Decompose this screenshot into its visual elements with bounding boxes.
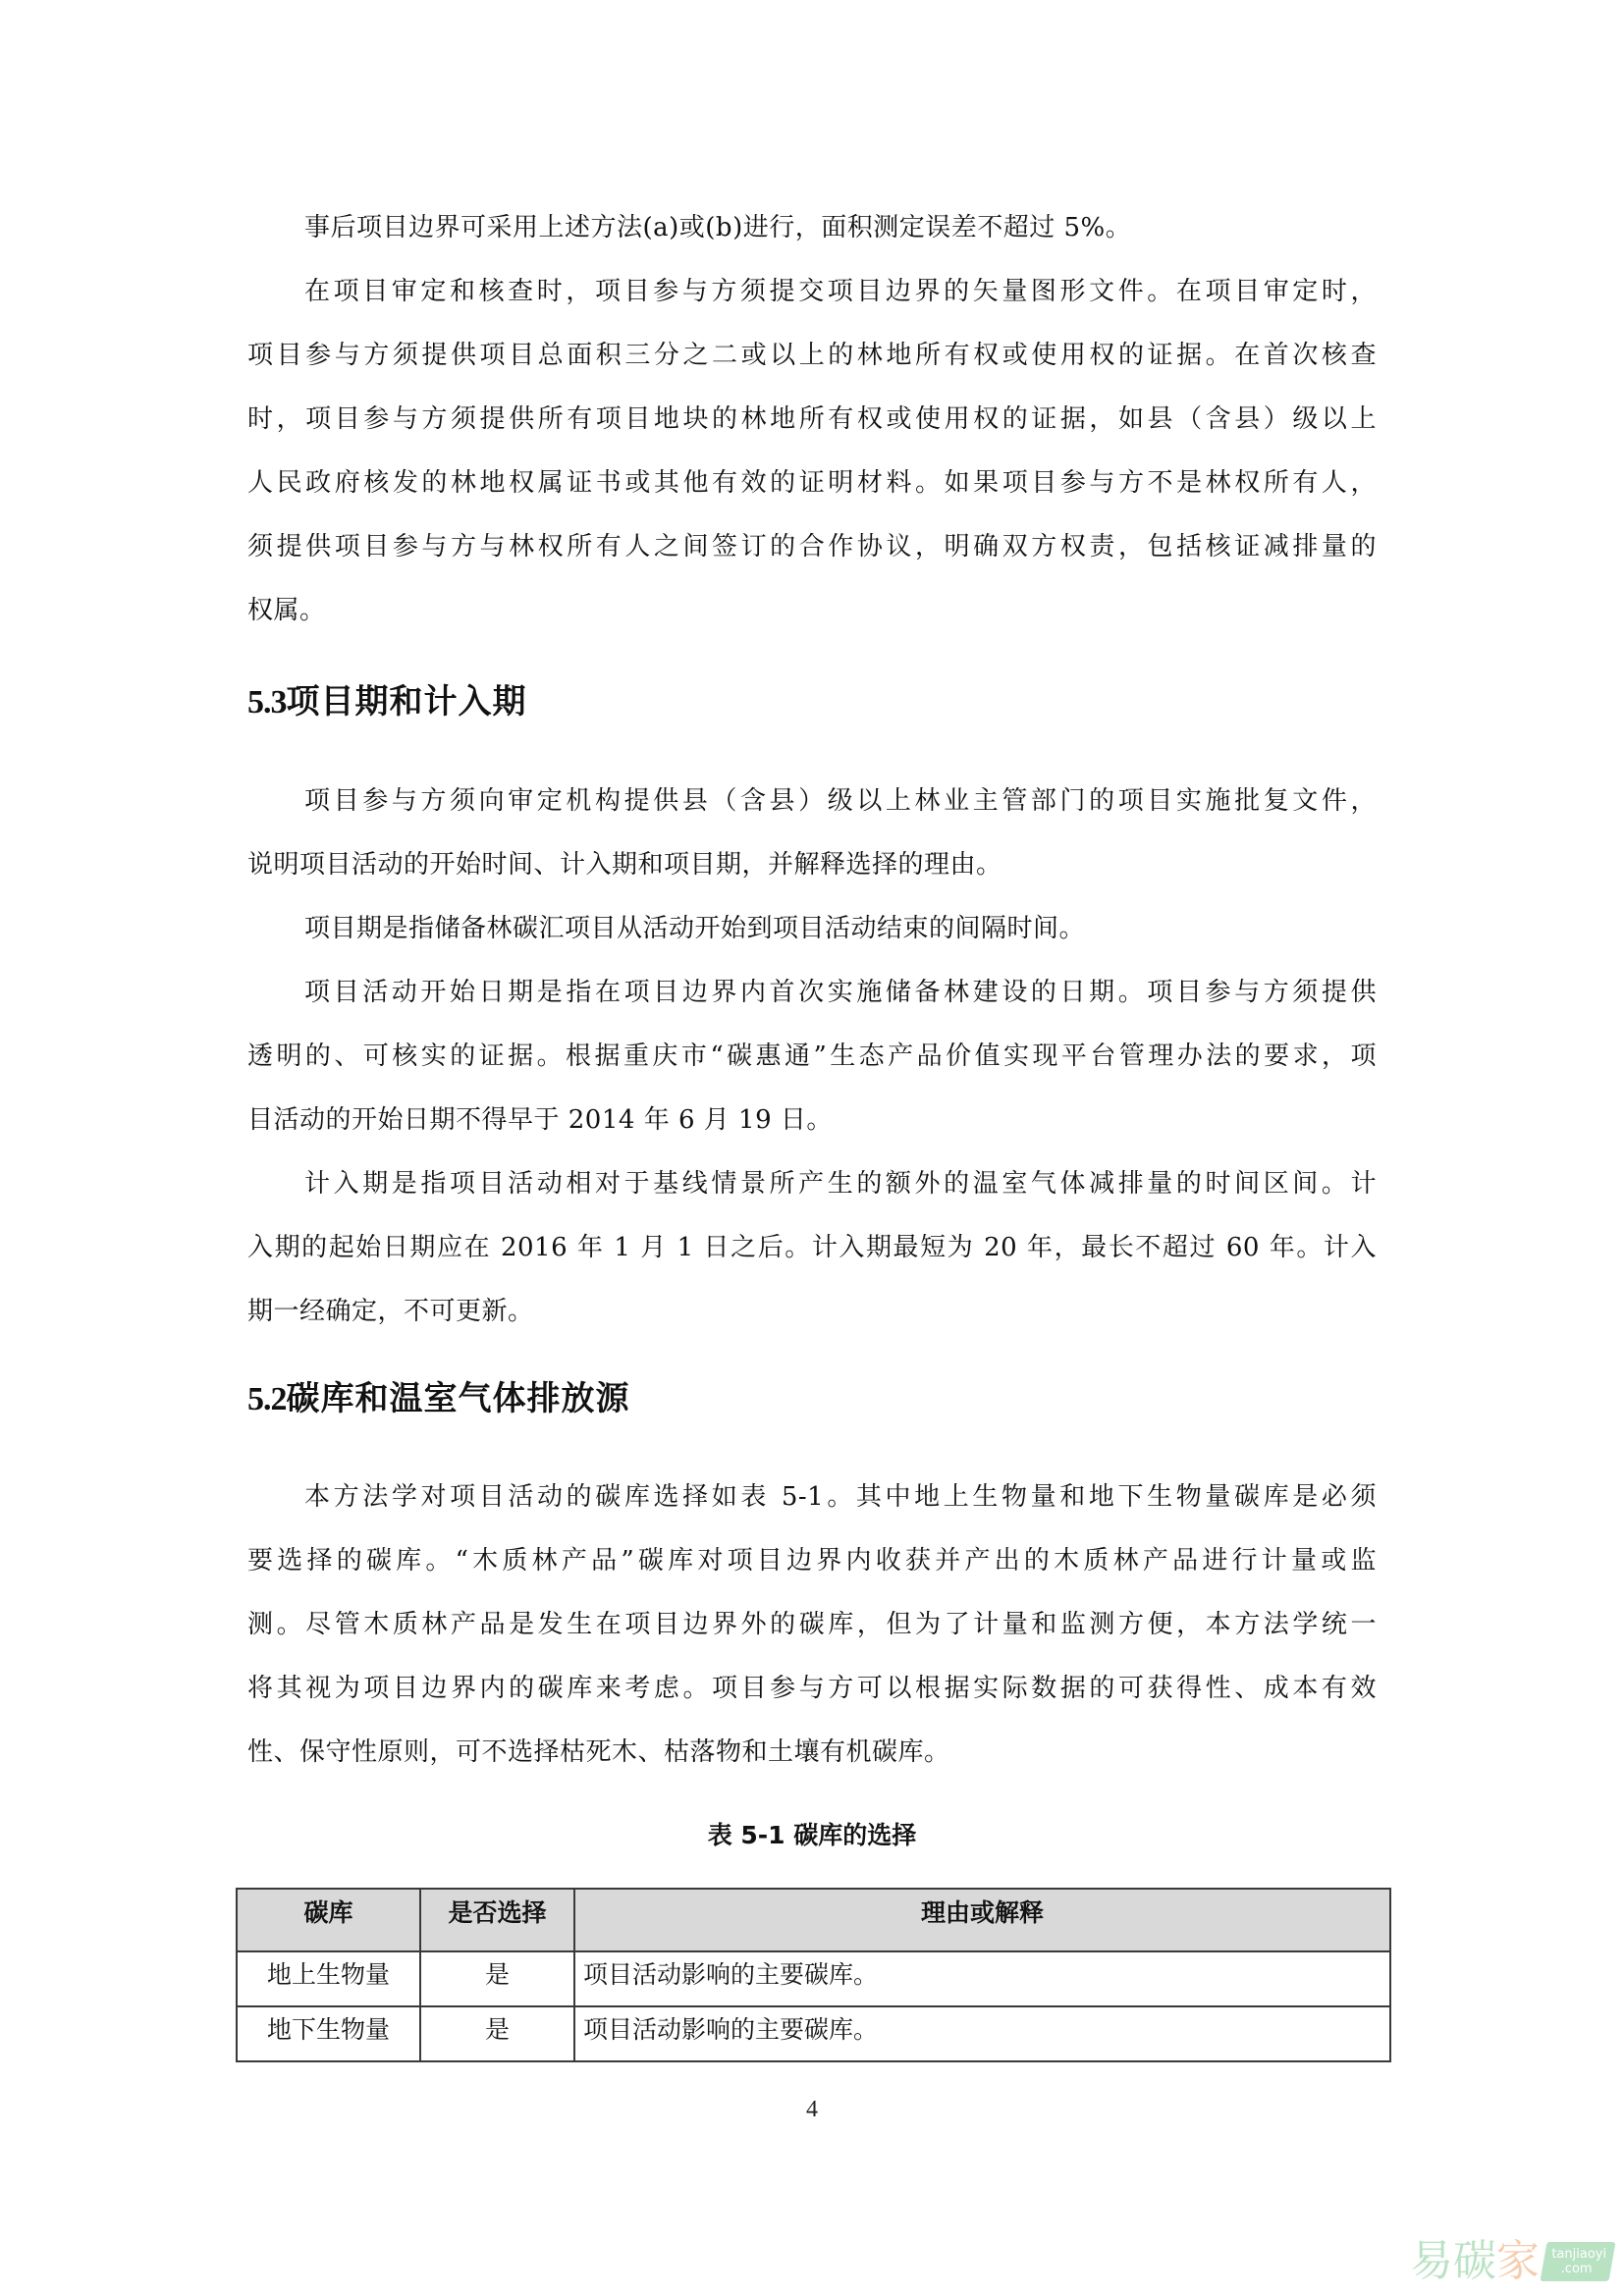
paragraph-line: 在项目审定和核查时，项目参与方须提交项目边界的矢量图形文件。在项目审定时， bbox=[304, 277, 1377, 306]
watermark-logo bbox=[1410, 2232, 1616, 2291]
paragraph-line: 须提供项目参与方与林权所有人之间签订的合作协议，明确双方权责，包括核证减排量的 bbox=[247, 532, 1377, 561]
paragraph-line: 项目活动开始日期是指在项目边界内首次实施储备林建设的日期。项目参与方须提供 bbox=[304, 978, 1377, 1007]
carbon-pool-table bbox=[236, 1888, 1391, 2062]
section-heading-5-2 bbox=[247, 1374, 630, 1423]
paragraph-line: 事后项目边界可采用上述方法(a)或(b)进行，面积测定误差不超过 5%。 bbox=[304, 213, 1132, 242]
paragraph-line: 入期的起始日期应在 2016 年 1 月 1 日之后。计入期最短为 20 年，最长不超过 60 年。计入 bbox=[247, 1233, 1377, 1262]
section-number: 5.2 bbox=[247, 1381, 287, 1417]
watermark-char: 碳 bbox=[1453, 2236, 1496, 2286]
paragraph-line: 项目参与方须向审定机构提供县（含县）级以上林业主管部门的项目实施批复文件， bbox=[304, 786, 1377, 816]
paragraph-line: 时，项目参与方须提供所有项目地块的林地所有权或使用权的证据，如县（含县）级以上 bbox=[247, 404, 1377, 434]
watermark-char: 易 bbox=[1410, 2236, 1453, 2286]
cell-reason: 项目活动影响的主要碳库。 bbox=[574, 1951, 1390, 2006]
cell-selected: 是 bbox=[420, 1951, 574, 2006]
paragraph-line: 权属。 bbox=[247, 596, 326, 625]
paragraph-line: 目活动的开始日期不得早于 2014 年 6 月 19 日。 bbox=[247, 1105, 833, 1135]
section-title: 碳库和温室气体排放源 bbox=[286, 1379, 630, 1418]
paragraph-line: 人民政府核发的林地权属证书或其他有效的证明材料。如果项目参与方不是林权所有人， bbox=[247, 468, 1377, 498]
paragraph-line: 要选择的碳库。“木质林产品”碳库对项目边界内收获并产出的木质林产品进行计量或监 bbox=[247, 1546, 1377, 1575]
paragraph-line: 项目期是指储备林碳汇项目从活动开始到项目活动结束的间隔时间。 bbox=[304, 914, 1086, 943]
table-row bbox=[237, 2006, 1390, 2061]
cell-pool: 地下生物量 bbox=[237, 2006, 420, 2061]
paragraph-line: 期一经确定，不可更新。 bbox=[247, 1297, 534, 1326]
watermark-tld: .com bbox=[1560, 2262, 1593, 2276]
paragraph-line: 性、保守性原则，可不选择枯死木、枯落物和土壤有机碳库。 bbox=[247, 1737, 950, 1767]
column-header-selected: 是否选择 bbox=[420, 1889, 574, 1951]
paragraph-line: 将其视为项目边界内的碳库来考虑。项目参与方可以根据实际数据的可获得性、成本有效 bbox=[247, 1674, 1377, 1703]
paragraph-line: 透明的、可核实的证据。根据重庆市“碳惠通”生态产品价值实现平台管理办法的要求，项 bbox=[247, 1041, 1377, 1071]
section-number: 5.3 bbox=[247, 684, 287, 721]
section-heading-5-3 bbox=[247, 677, 527, 726]
paragraph-line: 计入期是指项目活动相对于基线情景所产生的额外的温室气体减排量的时间区间。计 bbox=[304, 1169, 1377, 1199]
paragraph-line: 项目参与方须提供项目总面积三分之二或以上的林地所有权或使用权的证据。在首次核查 bbox=[247, 341, 1377, 370]
paragraph-line: 说明项目活动的开始时间、计入期和项目期，并解释选择的理由。 bbox=[247, 850, 1002, 880]
cell-selected: 是 bbox=[420, 2006, 574, 2061]
column-header-reason: 理由或解释 bbox=[574, 1889, 1390, 1951]
table-caption: 表 5-1 碳库的选择 bbox=[707, 1821, 917, 1849]
watermark-char: 家 bbox=[1496, 2236, 1540, 2286]
paragraph-line: 本方法学对项目活动的碳库选择如表 5-1。其中地上生物量和地下生物量碳库是必须 bbox=[304, 1482, 1377, 1512]
section-title: 项目期和计入期 bbox=[286, 682, 527, 721]
column-header-pool: 碳库 bbox=[237, 1889, 420, 1951]
cell-pool: 地上生物量 bbox=[237, 1951, 420, 2006]
watermark-badge bbox=[1540, 2242, 1615, 2281]
cell-reason: 项目活动影响的主要碳库。 bbox=[574, 2006, 1390, 2061]
paragraph-line: 测。尽管木质林产品是发生在项目边界外的碳库，但为了计量和监测方便，本方法学统一 bbox=[247, 1610, 1377, 1639]
watermark-domain: tanjiaoyi bbox=[1551, 2247, 1607, 2262]
page-number: 4 bbox=[806, 2097, 818, 2122]
table-header-row bbox=[237, 1889, 1390, 1951]
table-row bbox=[237, 1951, 1390, 2006]
